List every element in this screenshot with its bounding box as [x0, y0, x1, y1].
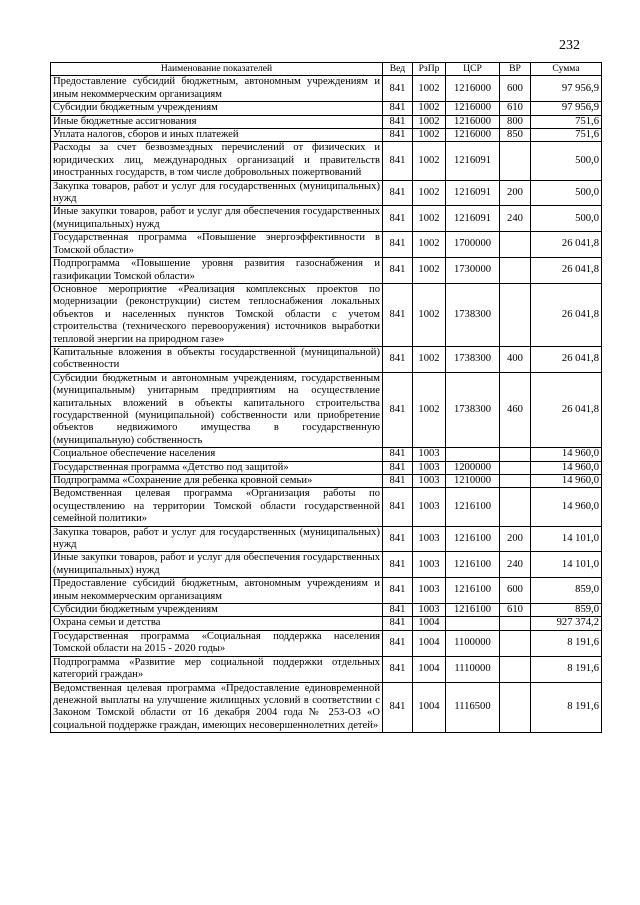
cell-rzpr: 1003 [413, 604, 446, 617]
cell-ved: 841 [383, 617, 413, 630]
cell-csr: 1738300 [446, 283, 500, 346]
cell-name: Ведомственная целевая программа «Предоставление единовременной денежной выплаты на улучшение жилищных условий в соответствии с Законом Томской области от 16 декабря 2004 года № 253-ОЗ «О социальной поддержке граждан, имеющих несовершеннолетних детей» [51, 682, 383, 733]
cell-vr: 610 [500, 102, 531, 115]
cell-csr: 1216000 [446, 102, 500, 115]
cell-ved: 841 [383, 448, 413, 461]
header-csr: ЦСР [446, 63, 500, 76]
cell-rzpr: 1003 [413, 578, 446, 604]
table-row [51, 258, 602, 284]
cell-vr [500, 283, 531, 346]
cell-csr: 1216100 [446, 552, 500, 578]
cell-name: Государственная программа «Детство под защитой» [51, 461, 383, 474]
cell-rzpr: 1002 [413, 206, 446, 232]
cell-rzpr: 1003 [413, 552, 446, 578]
cell-ved: 841 [383, 630, 413, 656]
cell-ved: 841 [383, 129, 413, 142]
cell-sum: 26 041,8 [531, 372, 602, 447]
table-header-row [51, 63, 602, 76]
cell-sum: 500,0 [531, 180, 602, 206]
cell-rzpr: 1002 [413, 372, 446, 447]
cell-sum: 26 041,8 [531, 283, 602, 346]
cell-csr: 1738300 [446, 346, 500, 372]
cell-vr: 200 [500, 526, 531, 552]
cell-sum: 859,0 [531, 578, 602, 604]
cell-ved: 841 [383, 258, 413, 284]
cell-sum: 751,6 [531, 129, 602, 142]
cell-csr: 1216000 [446, 115, 500, 128]
cell-vr: 600 [500, 578, 531, 604]
cell-vr [500, 475, 531, 488]
cell-name: Расходы за счет безвозмездных перечислений от физических и юридических лиц, международных организаций и правительств иностранных государств, в том числе добровольных пожертвований [51, 142, 383, 180]
cell-name: Закупка товаров, работ и услуг для государственных (муниципальных) нужд [51, 526, 383, 552]
table-row [51, 372, 602, 447]
cell-csr: 1200000 [446, 461, 500, 474]
table-row [51, 76, 602, 102]
cell-ved: 841 [383, 180, 413, 206]
cell-csr: 1216100 [446, 526, 500, 552]
table-row [51, 180, 602, 206]
cell-sum: 8 191,6 [531, 656, 602, 682]
cell-ved: 841 [383, 232, 413, 258]
cell-vr: 800 [500, 115, 531, 128]
cell-rzpr: 1003 [413, 448, 446, 461]
cell-name: Ведомственная целевая программа «Организация работы по осуществлению на территории Томской области государственной семейной политики» [51, 488, 383, 526]
cell-vr: 610 [500, 604, 531, 617]
cell-csr: 1738300 [446, 372, 500, 447]
cell-ved: 841 [383, 604, 413, 617]
cell-sum: 97 956,9 [531, 76, 602, 102]
cell-ved: 841 [383, 682, 413, 733]
cell-sum: 14 960,0 [531, 475, 602, 488]
cell-ved: 841 [383, 372, 413, 447]
table-row [51, 346, 602, 372]
cell-vr [500, 232, 531, 258]
table-row [51, 283, 602, 346]
cell-csr [446, 448, 500, 461]
cell-csr: 1110000 [446, 656, 500, 682]
cell-ved: 841 [383, 115, 413, 128]
table-row [51, 461, 602, 474]
cell-rzpr: 1002 [413, 115, 446, 128]
cell-name: Субсидии бюджетным учреждениям [51, 604, 383, 617]
cell-csr [446, 617, 500, 630]
cell-sum: 26 041,8 [531, 232, 602, 258]
header-sum: Сумма [531, 63, 602, 76]
cell-name: Подпрограмма «Сохранение для ребенка кровной семьи» [51, 475, 383, 488]
cell-vr: 400 [500, 346, 531, 372]
cell-vr: 240 [500, 552, 531, 578]
cell-rzpr: 1002 [413, 142, 446, 180]
cell-name: Основное мероприятие «Реализация комплексных проектов по модернизации (реконструкции) систем теплоснабжения локальных объектов и населенных пунктов Томской области с учетом строительства (технического перевооружения) источников выработки тепловой энергии на природном газе» [51, 283, 383, 346]
table-row [51, 475, 602, 488]
cell-sum: 500,0 [531, 206, 602, 232]
cell-vr [500, 617, 531, 630]
cell-ved: 841 [383, 76, 413, 102]
cell-sum: 26 041,8 [531, 346, 602, 372]
cell-name: Иные закупки товаров, работ и услуг для обеспечения государственных (муниципальных) нужд [51, 552, 383, 578]
cell-name: Предоставление субсидий бюджетным, автономным учреждениям и иным некоммерческим организациям [51, 578, 383, 604]
table-row [51, 488, 602, 526]
cell-vr [500, 630, 531, 656]
table-row [51, 630, 602, 656]
table-row [51, 102, 602, 115]
cell-vr [500, 656, 531, 682]
cell-vr: 240 [500, 206, 531, 232]
table-row [51, 604, 602, 617]
table-row [51, 682, 602, 733]
table-row [51, 129, 602, 142]
cell-sum: 14 960,0 [531, 461, 602, 474]
cell-rzpr: 1004 [413, 617, 446, 630]
cell-ved: 841 [383, 488, 413, 526]
cell-csr: 1100000 [446, 630, 500, 656]
cell-sum: 500,0 [531, 142, 602, 180]
cell-ved: 841 [383, 346, 413, 372]
cell-csr: 1210000 [446, 475, 500, 488]
header-rzpr: РзПр [413, 63, 446, 76]
cell-vr [500, 488, 531, 526]
table-row [51, 142, 602, 180]
cell-csr: 1730000 [446, 258, 500, 284]
cell-sum: 8 191,6 [531, 682, 602, 733]
header-ved: Вед [383, 63, 413, 76]
cell-csr: 1216100 [446, 604, 500, 617]
cell-name: Подпрограмма «Развитие мер социальной поддержки отдельных категорий граждан» [51, 656, 383, 682]
cell-sum: 927 374,2 [531, 617, 602, 630]
cell-csr: 1116500 [446, 682, 500, 733]
cell-rzpr: 1004 [413, 682, 446, 733]
cell-name: Иные бюджетные ассигнования [51, 115, 383, 128]
table-row [51, 552, 602, 578]
table-row [51, 206, 602, 232]
table-body [51, 76, 602, 733]
cell-rzpr: 1004 [413, 630, 446, 656]
cell-name: Субсидии бюджетным учреждениям [51, 102, 383, 115]
cell-rzpr: 1003 [413, 488, 446, 526]
cell-rzpr: 1002 [413, 232, 446, 258]
cell-csr: 1216091 [446, 142, 500, 180]
table-row [51, 115, 602, 128]
cell-vr: 600 [500, 76, 531, 102]
cell-ved: 841 [383, 142, 413, 180]
table-row [51, 232, 602, 258]
cell-rzpr: 1002 [413, 129, 446, 142]
cell-name: Охрана семьи и детства [51, 617, 383, 630]
cell-sum: 14 101,0 [531, 552, 602, 578]
cell-ved: 841 [383, 578, 413, 604]
cell-rzpr: 1002 [413, 258, 446, 284]
cell-rzpr: 1002 [413, 76, 446, 102]
cell-rzpr: 1003 [413, 526, 446, 552]
cell-sum: 751,6 [531, 115, 602, 128]
cell-sum: 26 041,8 [531, 258, 602, 284]
table-row [51, 448, 602, 461]
cell-csr: 1216100 [446, 488, 500, 526]
cell-name: Подпрограмма «Повышение уровня развития газоснабжения и газификации Томской области» [51, 258, 383, 284]
cell-sum: 14 960,0 [531, 488, 602, 526]
cell-sum: 859,0 [531, 604, 602, 617]
cell-vr [500, 461, 531, 474]
page-number: 232 [559, 38, 580, 53]
cell-ved: 841 [383, 526, 413, 552]
cell-rzpr: 1002 [413, 283, 446, 346]
cell-vr: 460 [500, 372, 531, 447]
cell-name: Социальное обеспечение населения [51, 448, 383, 461]
cell-ved: 841 [383, 656, 413, 682]
cell-csr: 1216091 [446, 206, 500, 232]
table-row [51, 578, 602, 604]
cell-name: Государственная программа «Социальная поддержка населения Томской области на 2015 - 2020 годы» [51, 630, 383, 656]
cell-vr [500, 142, 531, 180]
cell-vr: 850 [500, 129, 531, 142]
cell-vr [500, 448, 531, 461]
cell-ved: 841 [383, 461, 413, 474]
cell-csr: 1216091 [446, 180, 500, 206]
cell-sum: 14 960,0 [531, 448, 602, 461]
cell-csr: 1216000 [446, 129, 500, 142]
cell-name: Предоставление субсидий бюджетным, автономным учреждениям и иным некоммерческим организациям [51, 76, 383, 102]
cell-csr: 1216100 [446, 578, 500, 604]
cell-rzpr: 1003 [413, 475, 446, 488]
cell-vr [500, 682, 531, 733]
cell-name: Закупка товаров, работ и услуг для государственных (муниципальных) нужд [51, 180, 383, 206]
budget-table [50, 62, 602, 733]
cell-ved: 841 [383, 102, 413, 115]
cell-sum: 14 101,0 [531, 526, 602, 552]
cell-ved: 841 [383, 552, 413, 578]
cell-ved: 841 [383, 206, 413, 232]
cell-name: Иные закупки товаров, работ и услуг для обеспечения государственных (муниципальных) нужд [51, 206, 383, 232]
header-vr: ВР [500, 63, 531, 76]
cell-csr: 1700000 [446, 232, 500, 258]
cell-vr [500, 258, 531, 284]
cell-sum: 8 191,6 [531, 630, 602, 656]
cell-name: Капитальные вложения в объекты государственной (муниципальной) собственности [51, 346, 383, 372]
header-name: Наименование показателей [51, 63, 383, 76]
cell-ved: 841 [383, 283, 413, 346]
cell-rzpr: 1003 [413, 461, 446, 474]
table-row [51, 617, 602, 630]
table-row [51, 526, 602, 552]
cell-ved: 841 [383, 475, 413, 488]
cell-rzpr: 1002 [413, 102, 446, 115]
cell-vr: 200 [500, 180, 531, 206]
cell-rzpr: 1004 [413, 656, 446, 682]
cell-name: Уплата налогов, сборов и иных платежей [51, 129, 383, 142]
cell-csr: 1216000 [446, 76, 500, 102]
cell-rzpr: 1002 [413, 180, 446, 206]
table-row [51, 656, 602, 682]
cell-sum: 97 956,9 [531, 102, 602, 115]
cell-rzpr: 1002 [413, 346, 446, 372]
cell-name: Государственная программа «Повышение энергоэффективности в Томской области» [51, 232, 383, 258]
cell-name: Субсидии бюджетным и автономным учреждениям, государственным (муниципальным) унитарным предприятиям на осуществление капитальных вложений в объекты капитального строительства государственной (муниципальной) собственности или приобретение объектов недвижимого имущества в государственную (муниципальную) собственность [51, 372, 383, 447]
